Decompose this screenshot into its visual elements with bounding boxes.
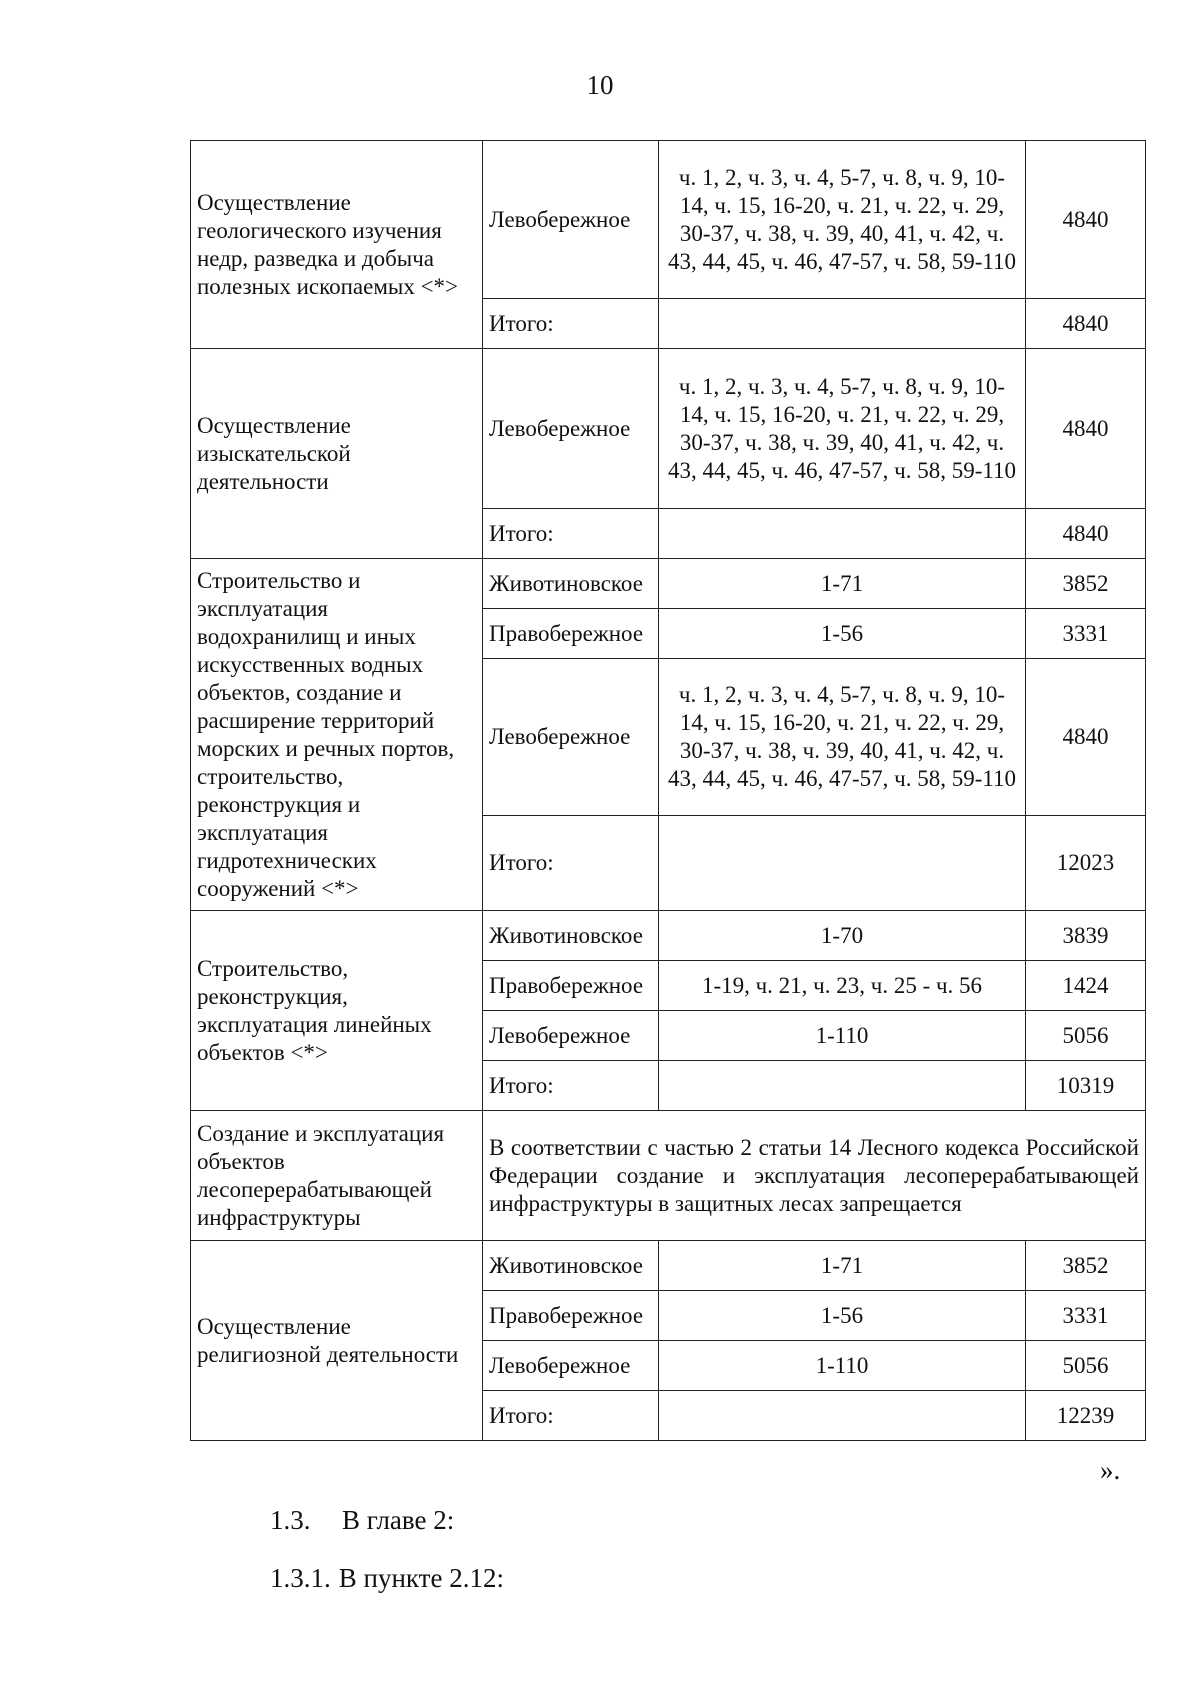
area-cell: 4840 [1026,659,1146,816]
activity-cell: Осуществление геологического изучения недр, разведка и добыча полезных ископаемых <*> [191,141,483,349]
total-area: 4840 [1026,299,1146,349]
paragraph-number: 1.3.1. [270,1563,331,1593]
total-area: 10319 [1026,1061,1146,1111]
blocks-cell: 1-19, ч. 21, ч. 23, ч. 25 - ч. 56 [659,961,1026,1011]
total-area: 4840 [1026,509,1146,559]
prohibition-note: В соответствии с частью 2 статьи 14 Лесного кодекса Российской Федерации создание и эксплуатация лесоперерабатывающей инфраструктуры в защитных лесах запрещается [483,1111,1146,1241]
activity-cell: Строительство, реконструкция, эксплуатация линейных объектов <*> [191,911,483,1111]
total-area: 12023 [1026,816,1146,911]
table-row [191,1241,1146,1291]
total-label: Итого: [483,816,659,911]
blocks-cell: 1-110 [659,1341,1026,1391]
blocks-cell: ч. 1, 2, ч. 3, ч. 4, 5-7, ч. 8, ч. 9, 10-14, ч. 15, 16-20, ч. 21, ч. 22, ч. 29, 30-37, ч. 38, ч. 39, 40, 41, ч. 42, ч. 43, 44, 45, ч. 46, 47-57, ч. 58, 59-110 [659,659,1026,816]
district-cell: Животиновское [483,559,659,609]
table-row [191,1111,1146,1241]
area-cell: 5056 [1026,1341,1146,1391]
table-row [191,349,1146,509]
paragraph-text: В пункте 2.12: [338,1563,504,1593]
blocks-cell: ч. 1, 2, ч. 3, ч. 4, 5-7, ч. 8, ч. 9, 10-14, ч. 15, 16-20, ч. 21, ч. 22, ч. 29, 30-37, ч. 38, ч. 39, 40, 41, ч. 42, ч. 43, 44, 45, ч. 46, 47-57, ч. 58, 59-110 [659,141,1026,299]
area-cell: 3331 [1026,1291,1146,1341]
blocks-cell: 1-71 [659,559,1026,609]
total-label: Итого: [483,509,659,559]
district-cell: Левобережное [483,141,659,299]
activity-cell: Создание и эксплуатация объектов лесоперерабатывающей инфраструктуры [191,1111,483,1241]
district-cell: Правобережное [483,961,659,1011]
area-cell: 5056 [1026,1011,1146,1061]
area-cell: 4840 [1026,349,1146,509]
blocks-cell-empty [659,1391,1026,1441]
activity-cell: Осуществление религиозной деятельности [191,1241,483,1441]
paragraph-1-3-1 [270,1563,504,1594]
page-number: 10 [586,70,614,100]
activity-cell: Строительство и эксплуатация водохранилищ и иных искусственных водных объектов, создание и расширение территорий морских и речных портов, строительство, реконструкция и эксплуатация гидротехнических сооружений <*> [191,559,483,911]
table-row [191,141,1146,299]
total-area: 12239 [1026,1391,1146,1441]
district-cell: Животиновское [483,911,659,961]
area-cell: 4840 [1026,141,1146,299]
blocks-cell: 1-110 [659,1011,1026,1061]
blocks-cell-empty [659,816,1026,911]
table-row [191,559,1146,609]
district-cell: Левобережное [483,1341,659,1391]
blocks-cell: ч. 1, 2, ч. 3, ч. 4, 5-7, ч. 8, ч. 9, 10-14, ч. 15, 16-20, ч. 21, ч. 22, ч. 29, 30-37, ч. 38, ч. 39, 40, 41, ч. 42, ч. 43, 44, 45, ч. 46, 47-57, ч. 58, 59-110 [659,349,1026,509]
paragraph-1-3 [270,1505,454,1536]
total-label: Итого: [483,299,659,349]
area-cell: 3852 [1026,1241,1146,1291]
district-cell: Левобережное [483,1011,659,1061]
blocks-cell: 1-56 [659,1291,1026,1341]
paragraph-number: 1.3. [270,1505,311,1535]
blocks-cell-empty [659,1061,1026,1111]
blocks-cell: 1-70 [659,911,1026,961]
district-cell: Правобережное [483,1291,659,1341]
area-cell: 3331 [1026,609,1146,659]
activity-cell: Осуществление изыскательской деятельности [191,349,483,559]
blocks-cell-empty [659,509,1026,559]
forest-use-table [190,140,1146,1441]
blocks-cell: 1-71 [659,1241,1026,1291]
area-cell: 3839 [1026,911,1146,961]
blocks-cell: 1-56 [659,609,1026,659]
blocks-cell-empty [659,299,1026,349]
paragraph-text: В главе 2: [342,1505,455,1535]
area-cell: 1424 [1026,961,1146,1011]
district-cell: Левобережное [483,659,659,816]
district-cell: Правобережное [483,609,659,659]
total-label: Итого: [483,1061,659,1111]
closing-quote: ». [1100,1455,1121,1485]
table-row [191,911,1146,961]
area-cell: 3852 [1026,559,1146,609]
total-label: Итого: [483,1391,659,1441]
district-cell: Животиновское [483,1241,659,1291]
district-cell: Левобережное [483,349,659,509]
